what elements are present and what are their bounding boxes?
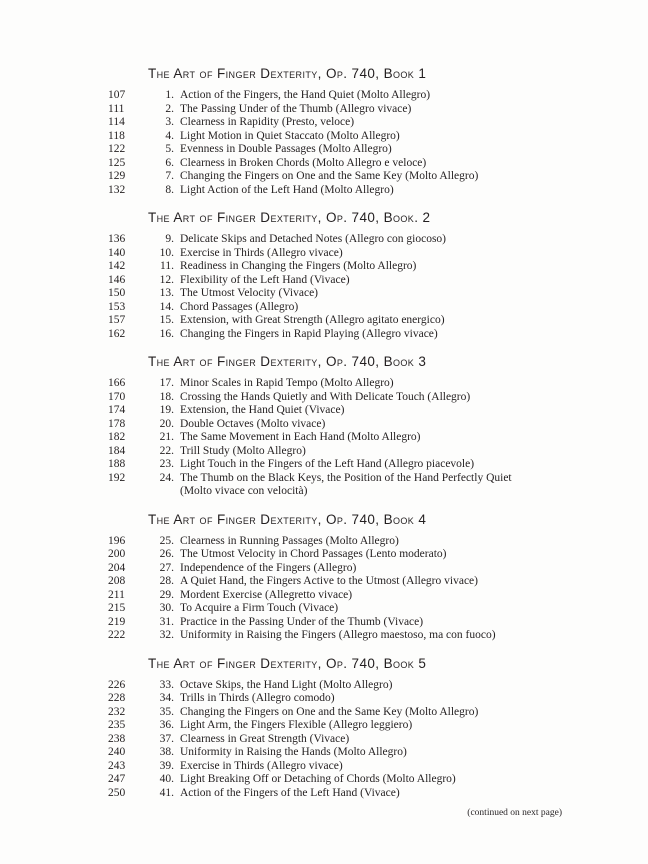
book-heading: The Art of Finger Dexterity, Op. 740, Book 3 bbox=[148, 354, 427, 369]
entry-number: 19. bbox=[159, 404, 174, 416]
toc-entry bbox=[108, 760, 648, 774]
entry-page: 182 bbox=[108, 431, 126, 443]
entry-page: 111 bbox=[108, 102, 125, 115]
entry-page: 118 bbox=[108, 129, 125, 142]
entry-number: 24. bbox=[159, 471, 174, 484]
entry-number: 36. bbox=[159, 719, 174, 731]
book-heading: The Art of Finger Dexterity, Op. 740, Book 1 bbox=[148, 66, 427, 81]
entry-title: Light Breaking Off or Detaching of Chords (Molto Allegro) bbox=[180, 773, 456, 785]
entry-title: Changing the Fingers on One and the Same Key (Molto Allegro) bbox=[180, 170, 479, 182]
entry-title-block bbox=[174, 301, 624, 315]
toc-entry bbox=[108, 89, 648, 103]
entry-number: 9. bbox=[165, 233, 174, 245]
entry-number: 30. bbox=[159, 602, 174, 614]
entry-page: 232 bbox=[108, 705, 126, 718]
entry-number: 37. bbox=[159, 732, 174, 745]
entry-number: 41. bbox=[159, 786, 174, 799]
entry-number: 5. bbox=[165, 143, 174, 155]
entry-title-block bbox=[174, 103, 624, 117]
entry-page: 196 bbox=[108, 534, 126, 547]
entry-number: 28. bbox=[159, 575, 174, 587]
entry-title: The Thumb on the Black Keys, the Position of the Hand Perfectly Quiet bbox=[180, 471, 512, 484]
entry-title-block bbox=[174, 170, 624, 184]
toc-entry bbox=[108, 679, 648, 693]
book-section bbox=[0, 512, 648, 643]
entry-title-block bbox=[174, 233, 624, 247]
entry-title-block bbox=[174, 287, 624, 301]
entry-title-block bbox=[174, 274, 624, 288]
entry-title: Clearness in Running Passages (Molto Allegro) bbox=[180, 534, 399, 547]
entry-page: 142 bbox=[108, 260, 126, 272]
book-heading: The Art of Finger Dexterity, Op. 740, Book. 2 bbox=[148, 210, 431, 225]
toc-entry bbox=[108, 746, 648, 760]
entry-title-block bbox=[174, 629, 624, 643]
toc-entry bbox=[108, 274, 648, 288]
entry-title-block bbox=[174, 328, 624, 342]
toc-entry bbox=[108, 247, 648, 261]
entry-page: 178 bbox=[108, 417, 126, 430]
toc-entry bbox=[108, 629, 648, 643]
entry-title: Exercise in Thirds (Allegro vivace) bbox=[180, 246, 343, 259]
entry-title-block bbox=[174, 575, 624, 589]
toc-entry bbox=[108, 562, 648, 576]
entry-page: 250 bbox=[108, 786, 126, 799]
entry-number: 16. bbox=[159, 327, 174, 340]
entry-title: The Utmost Velocity in Chord Passages (Lento moderato) bbox=[180, 548, 447, 560]
entry-title: Light Touch in the Fingers of the Left Hand (Allegro piacevole) bbox=[180, 458, 475, 470]
entry-title-block bbox=[174, 562, 624, 576]
entry-number: 38. bbox=[159, 746, 174, 758]
entry-title: Practice in the Passing Under of the Thumb (Vivace) bbox=[180, 615, 424, 628]
entry-title-block bbox=[174, 157, 624, 171]
entry-title-block bbox=[174, 143, 624, 157]
entry-number: 2. bbox=[165, 102, 174, 115]
entry-number: 12. bbox=[159, 273, 174, 286]
entry-title-block bbox=[174, 472, 624, 499]
entry-number: 34. bbox=[159, 692, 174, 704]
entry-title-block bbox=[174, 404, 624, 418]
book-heading: The Art of Finger Dexterity, Op. 740, Book 4 bbox=[148, 511, 427, 527]
entry-title: The Utmost Velocity (Vivace) bbox=[180, 287, 319, 299]
entry-title-block bbox=[174, 760, 624, 774]
entry-number: 7. bbox=[165, 170, 174, 182]
entry-title: Trill Study (Molto Allegro) bbox=[180, 444, 306, 457]
entry-title: Trills in Thirds (Allegro comodo) bbox=[180, 692, 335, 704]
entry-page: 219 bbox=[108, 615, 126, 628]
entry-title: The Same Movement in Each Hand (Molto Allegro) bbox=[180, 431, 421, 443]
continued-note: (continued on next page) bbox=[467, 808, 562, 818]
entry-number: 4. bbox=[165, 129, 174, 142]
entry-page: 122 bbox=[108, 143, 126, 155]
entry-title: Readiness in Changing the Fingers (Molto Allegro) bbox=[180, 260, 417, 272]
entry-number: 3. bbox=[165, 116, 174, 128]
entry-number: 32. bbox=[159, 629, 174, 641]
toc-entry bbox=[108, 233, 648, 247]
entry-title-block bbox=[174, 314, 624, 328]
entry-number: 13. bbox=[159, 287, 174, 299]
toc-entry bbox=[108, 260, 648, 274]
entry-title-block bbox=[174, 418, 624, 432]
toc-entry bbox=[108, 391, 648, 405]
entry-number: 14. bbox=[159, 300, 174, 313]
entry-title: Light Motion in Quiet Staccato (Molto Allegro) bbox=[180, 129, 400, 142]
entry-page: 166 bbox=[108, 377, 126, 389]
entry-title: Double Octaves (Molto vivace) bbox=[180, 417, 326, 430]
entry-page: 157 bbox=[108, 314, 126, 326]
toc-entry bbox=[108, 431, 648, 445]
entry-title: Octave Skips, the Hand Light (Molto Allegro) bbox=[180, 678, 393, 691]
toc-entry bbox=[108, 472, 648, 499]
entry-title-block bbox=[174, 377, 624, 391]
entry-title: The Passing Under of the Thumb (Allegro vivace) bbox=[180, 102, 412, 115]
entry-page: 184 bbox=[108, 444, 126, 457]
entry-page: 136 bbox=[108, 233, 126, 245]
book-section bbox=[0, 66, 648, 197]
entry-title-block bbox=[174, 89, 624, 103]
entry-title: Exercise in Thirds (Allegro vivace) bbox=[180, 759, 343, 772]
book-section bbox=[0, 656, 648, 801]
entry-number: 31. bbox=[159, 615, 174, 628]
entry-page: 238 bbox=[108, 732, 126, 745]
entry-title-block bbox=[174, 391, 624, 405]
toc-entry bbox=[108, 170, 648, 184]
toc-entry bbox=[108, 143, 648, 157]
entry-title-block bbox=[174, 679, 624, 693]
toc-entry bbox=[108, 157, 648, 171]
entry-number: 26. bbox=[159, 548, 174, 560]
toc-entry bbox=[108, 616, 648, 630]
entry-page: 235 bbox=[108, 719, 126, 731]
book-entries bbox=[0, 89, 648, 197]
entry-title-block bbox=[174, 616, 624, 630]
entry-page: 188 bbox=[108, 458, 126, 470]
toc-entry bbox=[108, 445, 648, 459]
entry-number: 15. bbox=[159, 314, 174, 326]
entry-title: Minor Scales in Rapid Tempo (Molto Allegro) bbox=[180, 377, 394, 389]
entry-title: Uniformity in Raising the Fingers (Allegro maestoso, ma con fuoco) bbox=[180, 629, 496, 641]
toc-entry bbox=[108, 458, 648, 472]
entry-title: Extension, with Great Strength (Allegro agitato energico) bbox=[180, 314, 445, 326]
entry-number: 11. bbox=[160, 260, 174, 272]
toc-entry bbox=[108, 328, 648, 342]
entry-title: Delicate Skips and Detached Notes (Allegro con giocoso) bbox=[180, 233, 447, 245]
entry-page: 192 bbox=[108, 471, 126, 484]
entry-number: 22. bbox=[159, 444, 174, 457]
toc bbox=[0, 66, 648, 800]
entry-title: Independence of the Fingers (Allegro) bbox=[180, 561, 357, 574]
book-section bbox=[0, 354, 648, 499]
entry-page: 215 bbox=[108, 602, 126, 614]
toc-entry bbox=[108, 535, 648, 549]
entry-page: 200 bbox=[108, 548, 126, 560]
entry-page: 162 bbox=[108, 327, 126, 340]
entry-page: 150 bbox=[108, 287, 126, 299]
entry-title-block bbox=[174, 184, 624, 198]
entry-title: Action of the Fingers, the Hand Quiet (Molto Allegro) bbox=[180, 89, 431, 101]
entry-number: 39. bbox=[159, 759, 174, 772]
entry-page: 114 bbox=[108, 116, 125, 128]
book-entries bbox=[0, 377, 648, 499]
toc-entry bbox=[108, 575, 648, 589]
entry-title: Chord Passages (Allegro) bbox=[180, 300, 299, 313]
entry-title: Changing the Fingers in Rapid Playing (Allegro vivace) bbox=[180, 327, 438, 340]
entry-number: 6. bbox=[165, 156, 174, 169]
entry-title: Clearness in Rapidity (Presto, veloce) bbox=[180, 116, 355, 128]
entry-number: 35. bbox=[159, 705, 174, 718]
toc-entry bbox=[108, 184, 648, 198]
entry-page: 132 bbox=[108, 183, 126, 196]
entry-title: Extension, the Hand Quiet (Vivace) bbox=[180, 404, 345, 416]
entry-number: 17. bbox=[159, 377, 174, 389]
toc-entry bbox=[108, 301, 648, 315]
entry-page: 240 bbox=[108, 746, 126, 758]
entry-page: 211 bbox=[108, 588, 125, 601]
toc-entry bbox=[108, 589, 648, 603]
entry-page: 140 bbox=[108, 246, 126, 259]
entry-title: Flexibility of the Left Hand (Vivace) bbox=[180, 273, 350, 286]
entry-title: A Quiet Hand, the Fingers Active to the Utmost (Allegro vivace) bbox=[180, 575, 478, 587]
entry-number: 8. bbox=[165, 183, 174, 196]
entry-title: Light Arm, the Fingers Flexible (Allegro leggiero) bbox=[180, 719, 413, 731]
book-entries bbox=[0, 679, 648, 801]
toc-entry bbox=[108, 103, 648, 117]
book-entries bbox=[0, 535, 648, 643]
entry-page: 107 bbox=[108, 89, 126, 101]
toc-entry bbox=[108, 116, 648, 130]
entry-page: 125 bbox=[108, 156, 126, 169]
entry-title: Crossing the Hands Quietly and With Delicate Touch (Allegro) bbox=[180, 390, 471, 403]
entry-title-block bbox=[174, 260, 624, 274]
entry-title-block bbox=[174, 130, 624, 144]
entry-title-block bbox=[174, 589, 624, 603]
toc-entry bbox=[108, 602, 648, 616]
toc-entry bbox=[108, 733, 648, 747]
entry-title: To Acquire a Firm Touch (Vivace) bbox=[180, 602, 339, 614]
entry-title: Clearness in Broken Chords (Molto Allegro e veloce) bbox=[180, 156, 427, 169]
toc-entry bbox=[108, 787, 648, 801]
entry-title-block bbox=[174, 445, 624, 459]
entry-number: 33. bbox=[159, 678, 174, 691]
entry-page: 153 bbox=[108, 300, 126, 313]
entry-number: 25. bbox=[159, 534, 174, 547]
entry-number: 20. bbox=[159, 417, 174, 430]
entry-page: 226 bbox=[108, 678, 126, 691]
toc-entry bbox=[108, 130, 648, 144]
toc-entry bbox=[108, 706, 648, 720]
entry-title-block bbox=[174, 431, 624, 445]
entry-number: 21. bbox=[159, 431, 174, 443]
entry-page: 204 bbox=[108, 561, 126, 574]
entry-title: Clearness in Great Strength (Vivace) bbox=[180, 732, 350, 745]
toc-entry bbox=[108, 287, 648, 301]
entry-page: 208 bbox=[108, 575, 126, 587]
entry-title-block bbox=[174, 535, 624, 549]
entry-title-block bbox=[174, 773, 624, 787]
entry-number: 29. bbox=[159, 588, 174, 601]
entry-number: 40. bbox=[159, 773, 174, 785]
entry-title-block bbox=[174, 548, 624, 562]
entry-title: Evenness in Double Passages (Molto Allegro) bbox=[180, 143, 392, 155]
entry-title: Action of the Fingers of the Left Hand (Vivace) bbox=[180, 786, 400, 799]
entry-page: 228 bbox=[108, 692, 126, 704]
entry-title-block bbox=[174, 247, 624, 261]
toc-entry bbox=[108, 377, 648, 391]
entry-title: Uniformity in Raising the Hands (Molto Allegro) bbox=[180, 746, 407, 758]
toc-entry bbox=[108, 719, 648, 733]
entry-title-block bbox=[174, 116, 624, 130]
entry-page: 243 bbox=[108, 759, 126, 772]
entry-number: 1. bbox=[165, 89, 174, 101]
book-heading: The Art of Finger Dexterity, Op. 740, Book 5 bbox=[148, 655, 427, 671]
book-entries bbox=[0, 233, 648, 341]
entry-page: 146 bbox=[108, 273, 126, 286]
entry-number: 18. bbox=[159, 390, 174, 403]
toc-entry bbox=[108, 692, 648, 706]
entry-title-block bbox=[174, 733, 624, 747]
entry-title-block bbox=[174, 692, 624, 706]
toc-entry bbox=[108, 418, 648, 432]
entry-continuation: (Molto vivace con velocità) bbox=[180, 485, 308, 497]
entry-title-block bbox=[174, 719, 624, 733]
entry-title-block bbox=[174, 458, 624, 472]
entry-title: Changing the Fingers on One and the Same Key (Molto Allegro) bbox=[180, 705, 479, 718]
entry-title: Light Action of the Left Hand (Molto Allegro) bbox=[180, 183, 394, 196]
entry-page: 174 bbox=[108, 404, 126, 416]
entry-title-block bbox=[174, 746, 624, 760]
entry-title: Mordent Exercise (Allegretto vivace) bbox=[180, 588, 353, 601]
entry-number: 23. bbox=[159, 458, 174, 470]
toc-entry bbox=[108, 548, 648, 562]
entry-page: 222 bbox=[108, 629, 126, 641]
entry-number: 10. bbox=[159, 246, 174, 259]
entry-page: 170 bbox=[108, 390, 126, 403]
toc-entry bbox=[108, 314, 648, 328]
entry-number: 27. bbox=[159, 561, 174, 574]
entry-title-block bbox=[174, 602, 624, 616]
toc-entry bbox=[108, 404, 648, 418]
entry-title-block bbox=[174, 706, 624, 720]
entry-page: 129 bbox=[108, 170, 126, 182]
entry-title-block bbox=[174, 787, 624, 801]
entry-page: 247 bbox=[108, 773, 126, 785]
book-section bbox=[0, 210, 648, 341]
toc-entry bbox=[108, 773, 648, 787]
